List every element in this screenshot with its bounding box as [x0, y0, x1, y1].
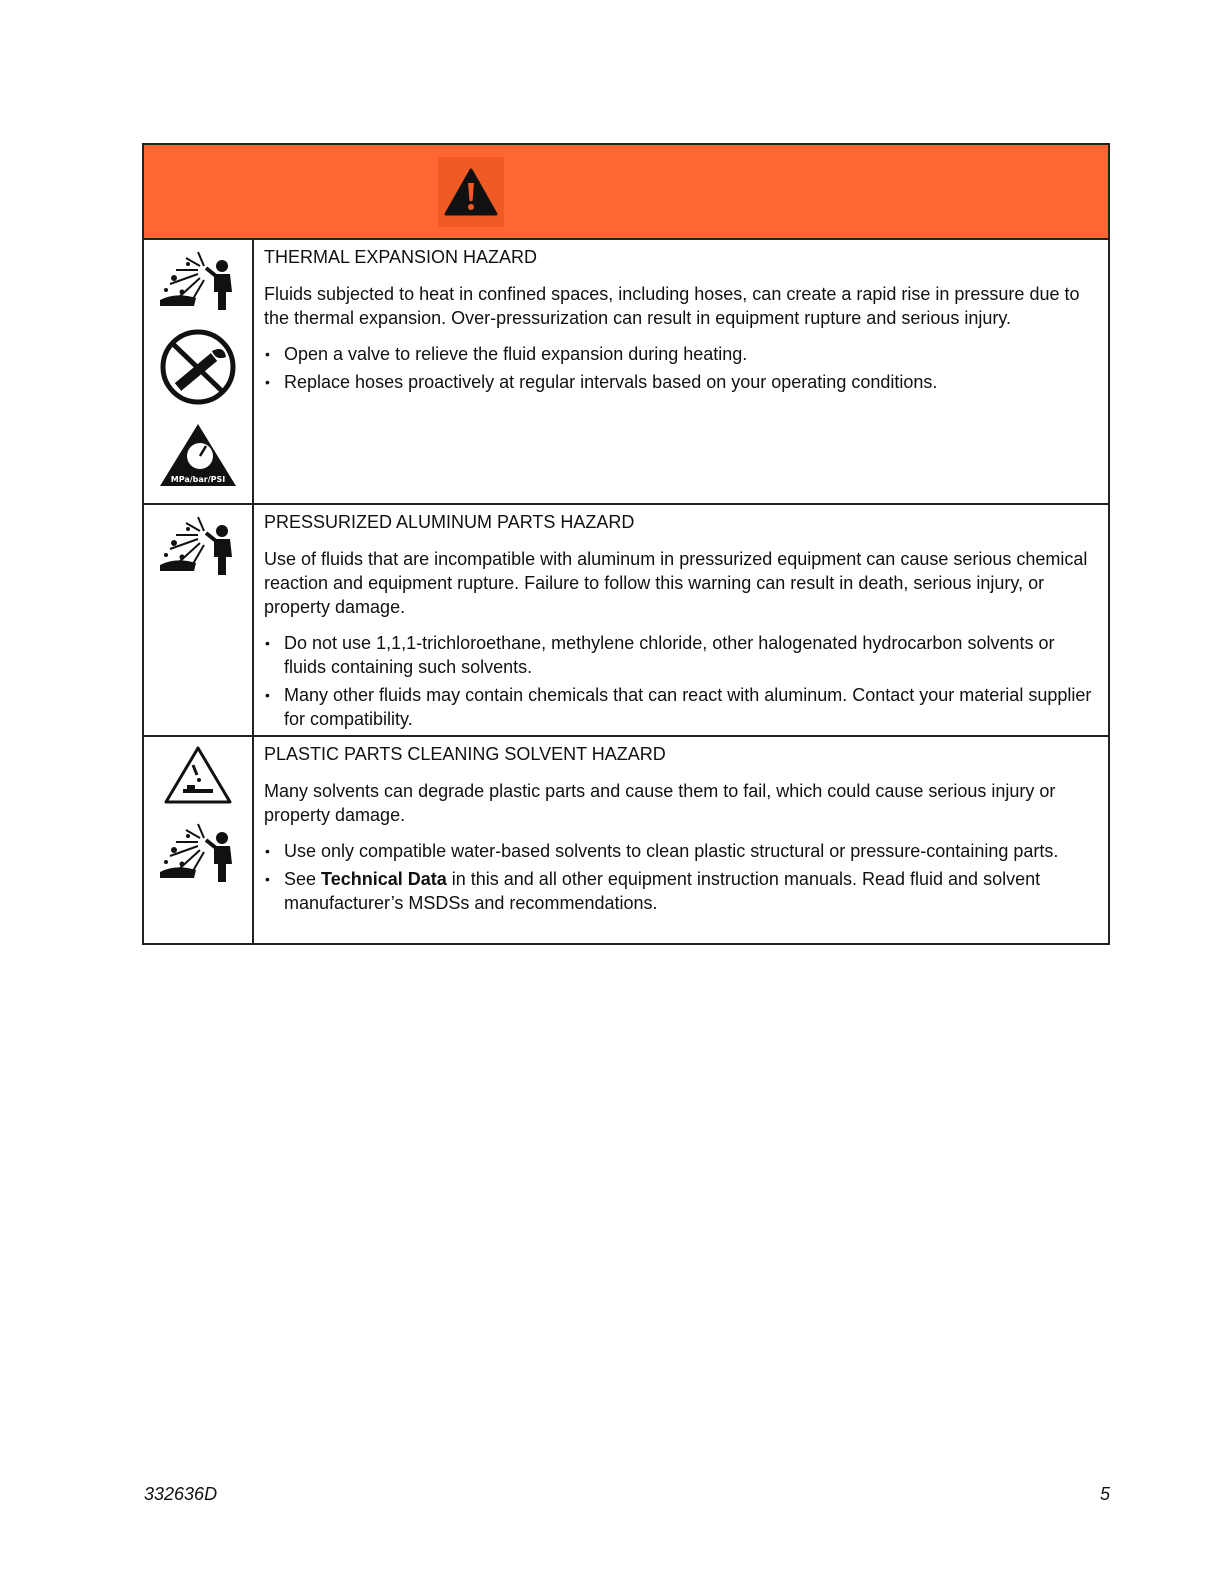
bullet-item: [264, 867, 1100, 915]
gauge-label: MPa/bar/PSI: [170, 475, 226, 484]
bullet-item: • Use only compatible water-based solvents to clean plastic structural or pressure-containing parts.: [264, 839, 1100, 863]
bullet-text: in this and all other equipment instruction manuals. Read fluid and solvent manufacturer’s MSDSs and recommendations.: [284, 869, 1041, 913]
no-heat-hose-icon: [158, 327, 238, 412]
page-number: 5: [1099, 1484, 1110, 1504]
bullet-text: See: [284, 869, 322, 889]
hazard-icons: [144, 505, 254, 735]
warning-table: [142, 143, 1110, 945]
warning-triangle-icon: [438, 157, 504, 227]
hazard-description: Fluids subjected to heat in confined spaces, including hoses, can create a rapid rise in pressure due to the thermal expansion. Over-pressurization can result in equipment rupture and serious injury.: [264, 284, 1080, 328]
hazard-row-aluminum: [144, 505, 1108, 737]
hazard-description: Use of fluids that are incompatible with aluminum in pressurized equipment can cause serious chemical reaction and equipment rupture. Failure to follow this warning can result in death, serious injury, or property damage.: [264, 549, 1088, 617]
pressure-gauge-icon: [158, 422, 238, 493]
hazard-icons: [144, 240, 254, 503]
hazard-title: PLASTIC PARTS CLEANING SOLVENT HAZARD: [264, 744, 666, 764]
hazard-title: THERMAL EXPANSION HAZARD: [264, 247, 538, 267]
technical-data-reference: Technical Data: [321, 869, 447, 889]
bullet-item: • Do not use 1,1,1-trichloroethane, methylene chloride, other halogenated hydrocarbon solvents or fluids containing such solvents.: [264, 631, 1100, 679]
bullet-item: • Open a valve to relieve the fluid expansion during heating.: [264, 342, 1100, 366]
hazard-row-thermal: [144, 240, 1108, 505]
skin-injection-splash-icon: [156, 248, 240, 317]
document-number: 332636D: [144, 1484, 218, 1504]
skin-injection-splash-icon: [156, 513, 240, 582]
skin-injection-splash-icon: [156, 820, 240, 889]
bullet-item: • Replace hoses proactively at regular intervals based on your operating conditions.: [264, 370, 1100, 394]
hazard-bullets: [264, 342, 1100, 394]
hazard-bullets: [264, 839, 1100, 915]
hazard-bullets: [264, 631, 1100, 731]
chemical-hazard-icon: [163, 745, 233, 810]
hazard-row-plastic: [144, 737, 1108, 943]
warning-banner: [144, 145, 1108, 240]
hazard-title: PRESSURIZED ALUMINUM PARTS HAZARD: [264, 512, 635, 532]
hazard-icons: [144, 737, 254, 943]
bullet-item: • Many other fluids may contain chemicals that can react with aluminum. Contact your material supplier for compatibility.: [264, 683, 1100, 731]
hazard-description: Many solvents can degrade plastic parts and cause them to fail, which could cause serious injury or property damage.: [264, 781, 1056, 825]
